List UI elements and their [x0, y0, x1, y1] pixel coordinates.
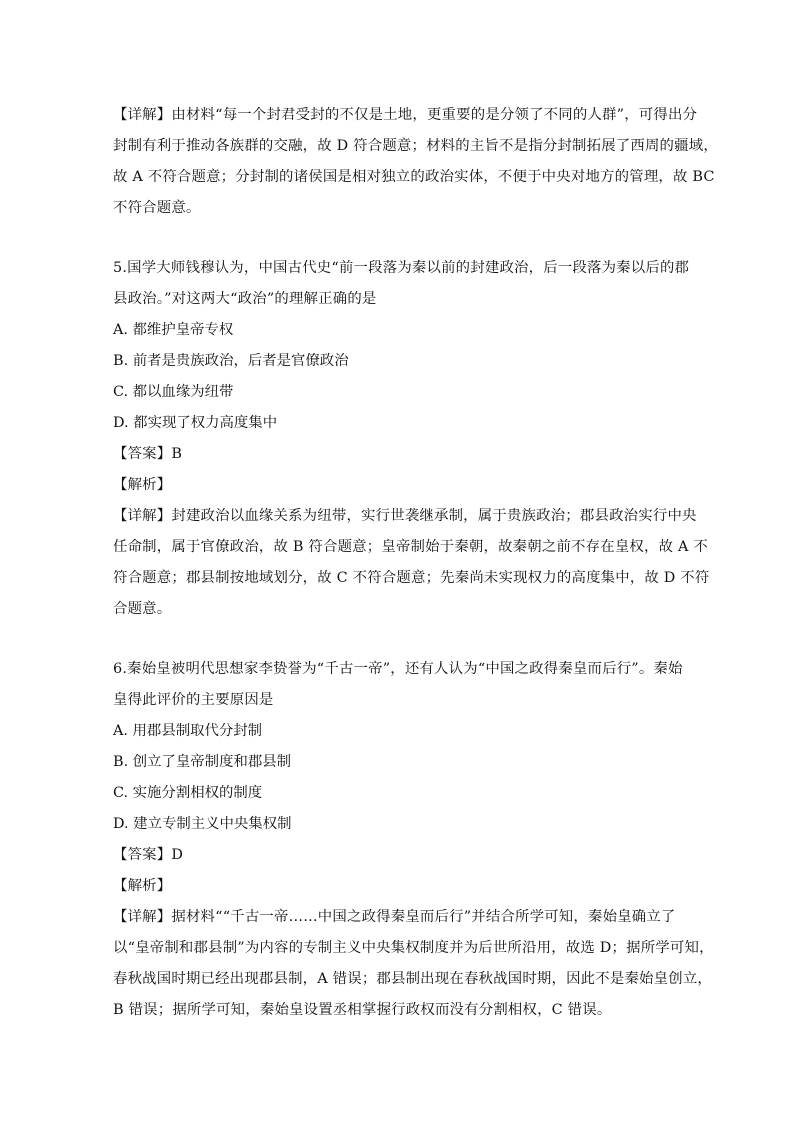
spacer: [113, 224, 683, 253]
analysis-label: 【解析】: [113, 477, 172, 493]
detail-text: 以“皇帝制和郡县制”为内容的专制主义中央集权制度并为后世所沿用，故选 D；据所学可知，: [113, 940, 714, 956]
text-line: 封制有利于推动各族群的交融，故 D 符合题意；材料的主旨不是指分封制拓展了西周的疆域，: [113, 138, 718, 154]
page-content: [113, 100, 718, 1026]
detail-text: B 错误；据所学可知，秦始皇设置丞相掌握行政权而没有分割相权，C 错误。: [113, 1002, 612, 1018]
question-stem: 6.秦始皇被明代思想家李贽誉为“千古一帝”，还有人认为“中国之政得秦皇而后行”。秦始: [113, 661, 683, 677]
option-d: D. 建立专制主义中央集权制: [113, 816, 292, 832]
answer-label: 【答案】B: [113, 446, 183, 462]
option-a: A. 都维护皇帝专权: [113, 322, 234, 338]
detail-text: 【详解】据材料““千古一帝……中国之政得秦皇而后行”并结合所学可知，秦始皇确立了: [113, 909, 676, 925]
detail-text: 合题意。: [113, 601, 172, 617]
text-line: 故 A 不符合题意；分封制的诸侯国是相对独立的政治实体，不便于中央对地方的管理，故 BC: [113, 169, 715, 185]
question-5: [113, 253, 710, 625]
detail-explanation-q4: [113, 100, 718, 224]
text-line: 不符合题意。: [113, 200, 201, 216]
detail-text: 符合题意；郡县制按地域划分，故 C 不符合题意；先秦尚未实现权力的高度集中，故 D 不符: [113, 570, 710, 586]
question-6: [113, 654, 714, 1026]
option-b: B. 创立了皇帝制度和郡县制: [113, 754, 292, 770]
answer-label: 【答案】D: [113, 847, 184, 863]
question-stem: 县政治。”对这两大“政治”的理解正确的是: [113, 291, 377, 307]
option-b: B. 前者是贵族政治，后者是官僚政治: [113, 353, 349, 369]
detail-text: 任命制，属于官僚政治，故 B 符合题意；皇帝制始于秦朝，故秦朝之前不存在皇权，故 A 不: [113, 539, 708, 555]
option-c: C. 都以血缘为纽带: [113, 384, 234, 400]
detail-text: 春秋战国时期已经出现郡县制，A 错误；郡县制出现在春秋战国时期，因此不是秦始皇创立，: [113, 971, 712, 987]
option-d: D. 都实现了权力高度集中: [113, 415, 278, 431]
question-stem: 皇得此评价的主要原因是: [113, 692, 274, 708]
option-a: A. 用郡县制取代分封制: [113, 723, 263, 739]
spacer: [113, 625, 683, 654]
option-c: C. 实施分割相权的制度: [113, 785, 263, 801]
question-stem: 5.国学大师钱穆认为，中国古代史“前一段落为秦以前的封建政治，后一段落为秦以后的郡: [113, 260, 690, 276]
analysis-label: 【解析】: [113, 878, 172, 894]
detail-text: 【详解】封建政治以血缘关系为纽带，实行世袭继承制，属于贵族政治；郡县政治实行中央: [113, 508, 697, 524]
text-line: 【详解】由材料“每一个封君受封的不仅是土地，更重要的是分领了不同的人群”，可得出分: [113, 107, 698, 123]
